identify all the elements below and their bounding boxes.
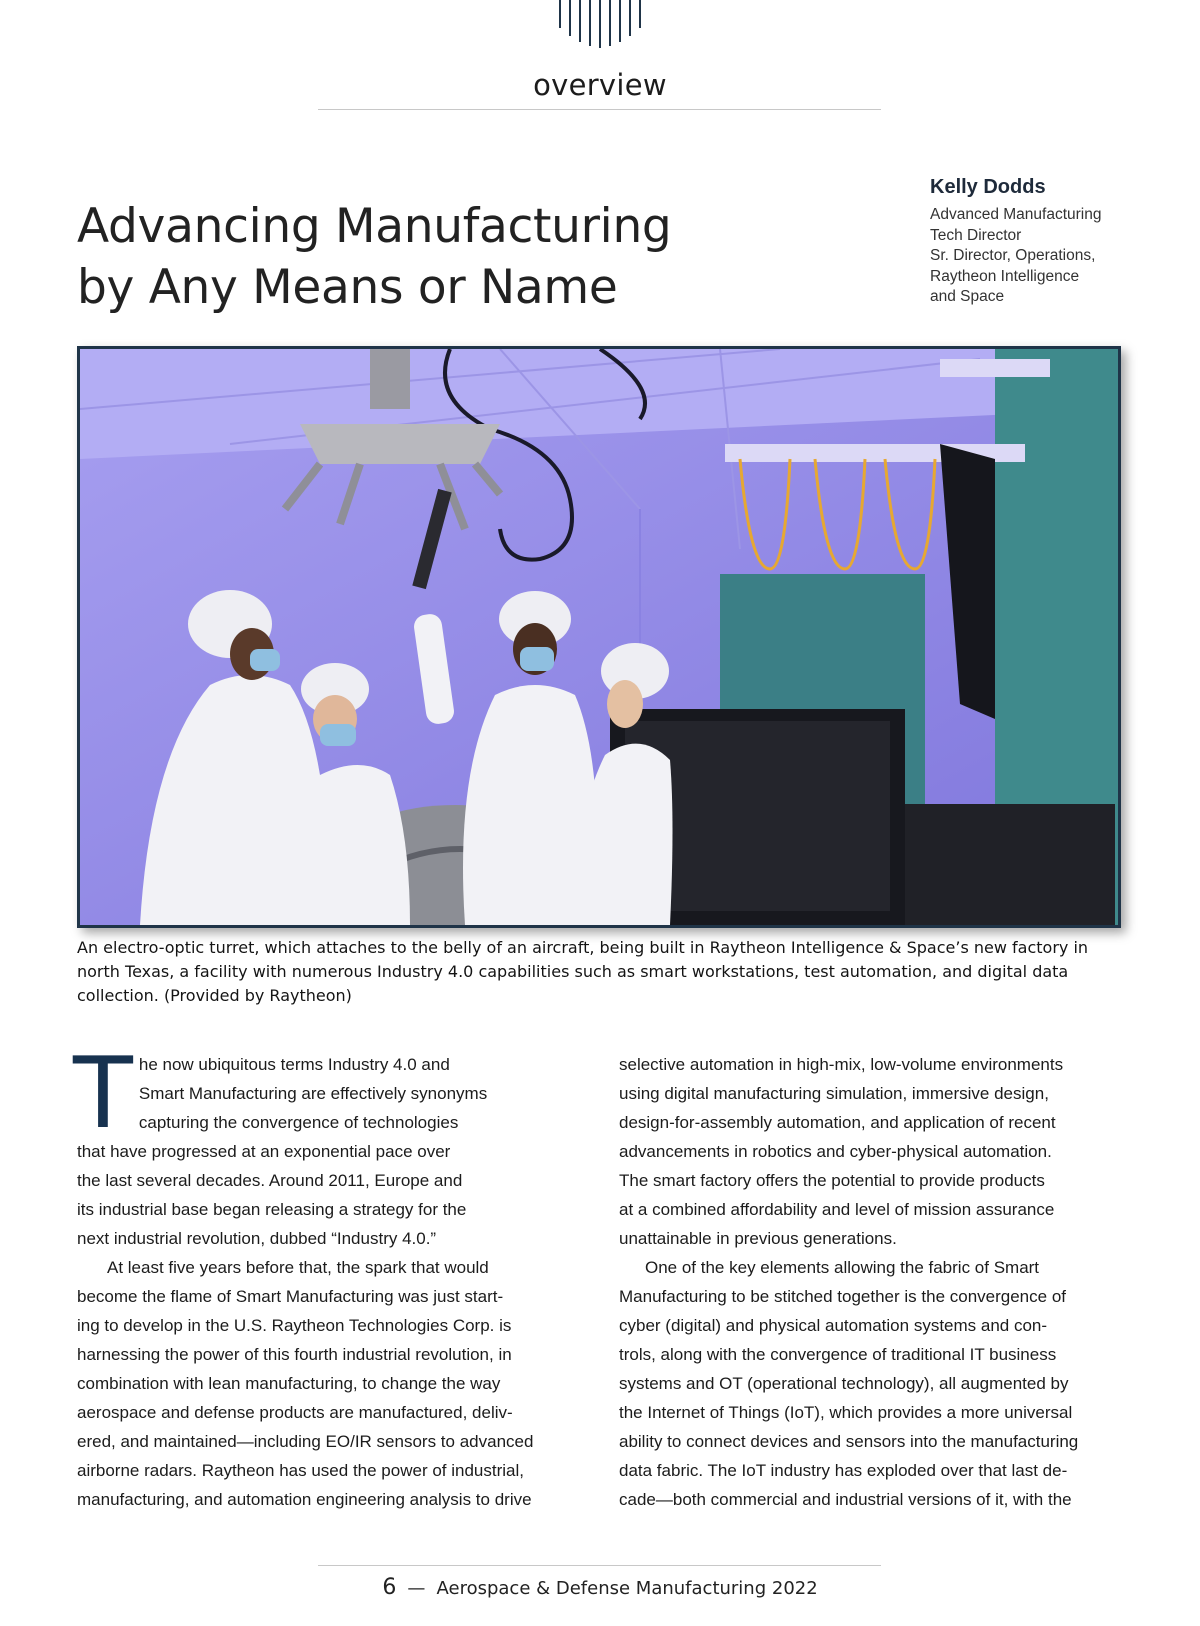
body-line: capturing the convergence of technologies	[138, 1113, 459, 1132]
body-line: selective automation in high-mix, low-volume environments	[619, 1055, 1064, 1074]
body-line: harnessing the power of this fourth industrial revolution, in	[77, 1345, 512, 1364]
body-line: manufacturing, and automation engineering analysis to drive	[77, 1490, 532, 1509]
body-line: One of the key elements allowing the fabric of Smart	[645, 1258, 1040, 1277]
title-line: by Any Means or Name	[77, 260, 618, 315]
body-line: at a combined affordability and level of mission assurance	[619, 1200, 1055, 1219]
author-role-line: Sr. Director, Operations,	[930, 247, 1096, 264]
body-line: At least five years before that, the spark that would	[107, 1258, 489, 1277]
body-paragraph	[77, 1253, 587, 1514]
body-line: using digital manufacturing simulation, immersive design,	[619, 1084, 1049, 1103]
body-paragraph	[619, 1253, 1129, 1514]
author-role-line: Raytheon Intelligence	[930, 267, 1080, 285]
page-number: 6	[382, 1575, 397, 1600]
article-title	[77, 196, 797, 318]
body-line: ered, and maintained—including EO/IR sensors to advanced	[77, 1432, 534, 1451]
drop-cap: T	[73, 1037, 133, 1151]
publication-name: Aerospace & Defense Manufacturing 2022	[436, 1578, 818, 1599]
body-column-right	[619, 1050, 1129, 1514]
author-role	[930, 205, 1190, 308]
body-line: the last several decades. Around 2011, Europe and	[77, 1171, 463, 1190]
body-line: he now ubiquitous terms Industry 4.0 and	[138, 1055, 450, 1074]
cleanroom-photo-illustration	[80, 349, 1118, 925]
body-line: cyber (digital) and physical automation systems and con-	[619, 1316, 1048, 1335]
body-line: next industrial revolution, dubbed “Industry 4.0.”	[77, 1229, 437, 1248]
footer-divider	[318, 1565, 881, 1566]
author-name: Kelly Dodds	[930, 176, 1046, 198]
body-line: ing to develop in the U.S. Raytheon Technologies Corp. is	[77, 1316, 512, 1335]
body-line: combination with lean manufacturing, to change the way	[77, 1374, 501, 1393]
footer-separator: —	[407, 1578, 426, 1599]
body-line: ability to connect devices and sensors into the manufacturing	[619, 1432, 1079, 1451]
author-role-line: Tech Director	[930, 226, 1022, 244]
body-line: trols, along with the convergence of traditional IT business	[619, 1345, 1057, 1364]
body-line: cade—both commercial and industrial versions of it, with the	[619, 1490, 1072, 1509]
body-line: unattainable in previous generations.	[619, 1229, 897, 1248]
header-divider	[318, 109, 881, 110]
photo-caption: An electro-optic turret, which attaches to the belly of an aircraft, being built in Raytheon Intelligence & Space’s new factory in north Texas, a facility with numerous Industry 4.0 capabilities such as smart workstations, test automation, and digital data collection. (Provided by Raytheon)	[77, 938, 1089, 1005]
author-role-line: and Space	[930, 288, 1005, 305]
body-line: its industrial base began releasing a strategy for the	[77, 1200, 467, 1219]
body-line: aerospace and defense products are manufactured, deliv-	[77, 1403, 513, 1422]
title-line: Advancing Manufacturing	[77, 199, 672, 254]
page-footer	[0, 1575, 1200, 1600]
body-line: become the flame of Smart Manufacturing was just start-	[77, 1287, 504, 1306]
body-line: that have progressed at an exponential pace over	[77, 1142, 451, 1161]
body-line: data fabric. The IoT industry has exploded over that last de-	[619, 1461, 1068, 1480]
author-role-line: Advanced Manufacturing	[930, 206, 1102, 223]
body-line: Manufacturing to be stitched together is the convergence of	[619, 1287, 1066, 1306]
article-photo	[77, 346, 1121, 928]
body-paragraph	[73, 1037, 587, 1253]
body-line: systems and OT (operational technology), all augmented by	[619, 1374, 1069, 1393]
body-column-left	[73, 1037, 587, 1514]
body-line: Smart Manufacturing are effectively synonyms	[138, 1084, 488, 1103]
body-paragraph	[619, 1050, 1129, 1253]
section-label: overview	[533, 68, 667, 102]
body-line: The smart factory offers the potential to provide products	[619, 1171, 1045, 1190]
body-line: airborne radars. Raytheon has used the power of industrial,	[77, 1461, 524, 1480]
body-line: design-for-assembly automation, and application of recent	[619, 1113, 1056, 1132]
body-line: advancements in robotics and cyber-physical automation.	[619, 1142, 1052, 1161]
decorative-lines-icon	[556, 0, 644, 50]
body-line: the Internet of Things (IoT), which provides a more universal	[619, 1403, 1073, 1422]
author-byline	[930, 176, 1190, 308]
